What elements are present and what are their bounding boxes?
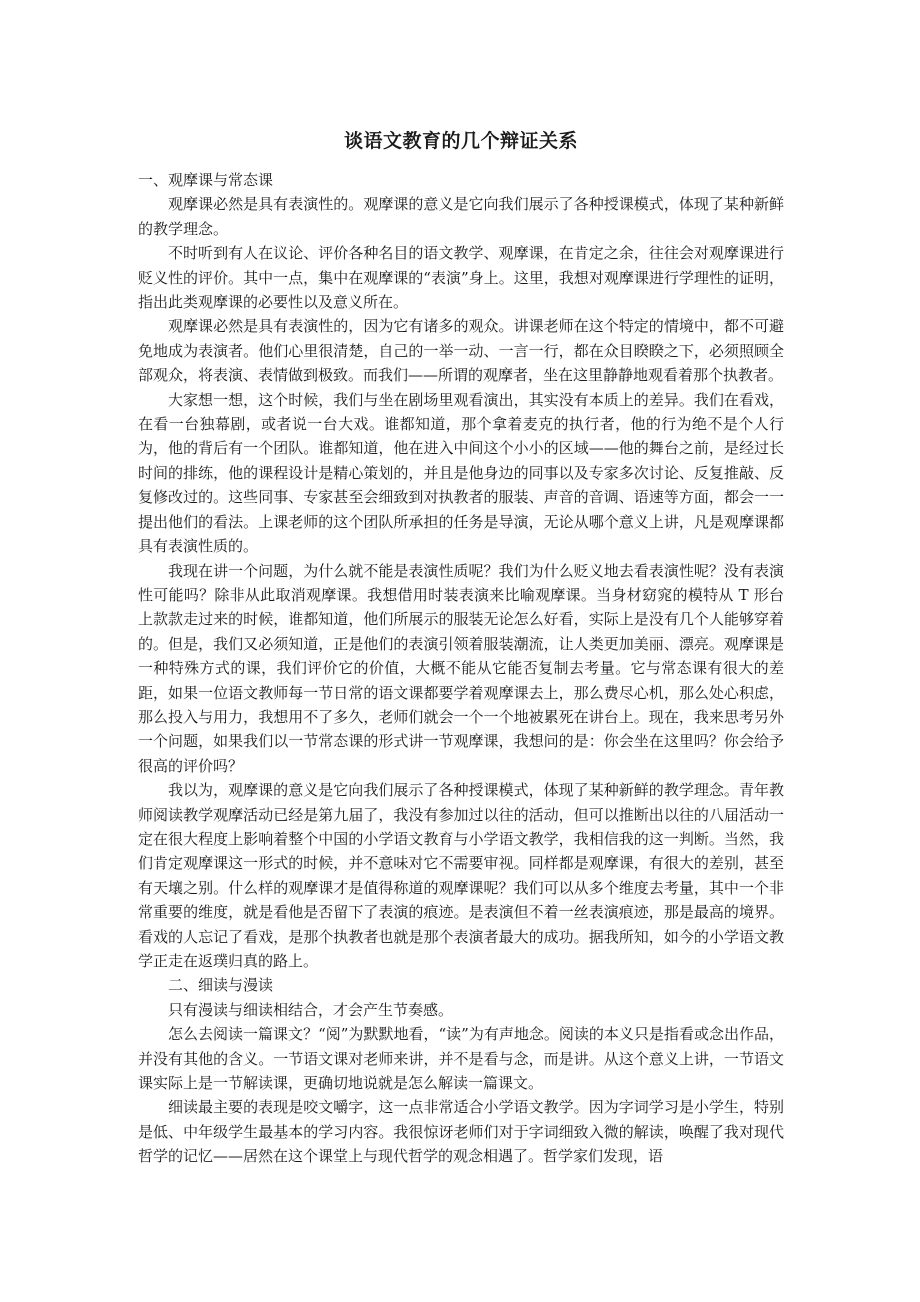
section-heading-1: 一、观摩课与常态课 [138,171,274,189]
paragraph: 观摩课必然是具有表演性的。观摩课的意义是它向我们展示了各种授课模式，体现了某种新鲜的教学理念。 [138,195,784,238]
paragraph: 不时听到有人在议论、评价各种名目的语文教学、观摩课，在肯定之余，往往会对观摩课进行贬义性的评价。其中一点，集中在观摩课的“表演”身上。这里，我想对观摩课进行学理性的证明，指出此类观摩课的必要性以及意义所在。 [138,244,784,312]
document-title: 谈语文教育的几个辩证关系 [343,130,578,152]
paragraph: 只有漫读与细读相结合，才会产生节奏感。 [168,1000,454,1019]
paragraph: 细读最主要的表现是咬文嚼字，这一点非常适合小学语文教学。因为字词学习是小学生，特别是低、中年级学生最基本的学习内容。我很惊讶老师们对于字词细致入微的解读，唤醒了我对现代哲学的记忆——居然在这个课堂上与现代哲学的观念相遇了。哲学家们发现，语 [138,1098,784,1166]
document-page [138,118,784,1169]
section-heading-2: 二、细读与漫读 [168,976,274,995]
paragraph: 怎么去阅读一篇课文？“阅”为默默地看，“读”为有声地念。阅读的本义只是指看或念出作品，并没有其他的含义。一节语文课对老师来讲，并不是看与念，而是讲。从这个意义上讲，一节语文课实际上是一节解读课，更确切地说就是怎么解读一篇课文。 [138,1025,784,1093]
paragraph: 观摩课必然是具有表演性的，因为它有诸多的观众。讲课老师在这个特定的情境中，都不可避免地成为表演者。他们心里很清楚，自己的一举一动、一言一行，都在众目睽睽之下，必须照顾全部观众，将表演、表情做到极致。而我们——所谓的观摩者，坐在这里静静地观看着那个执教者。 [138,317,784,385]
paragraph: 我现在讲一个问题，为什么就不能是表演性质呢？我们为什么贬义地去看表演性呢？没有表演性可能吗？除非从此取消观摩课。我想借用时装表演来比喻观摩课。当身材窈窕的模特从 T 形台上款款走过来的时候，谁都知道，他们所展示的服装无论怎么好看，实际上是没有几个人能够穿着的。但是，我们又必须知道，正是他们的表演引领着服装潮流，让人类更加美丽、漂亮。观摩课是一种特殊方式的课，我们评价它的价值，大概不能从它能否复制去考量。它与常态课有很大的差距，如果一位语文教师每一节日常的语文课都要学着观摩课去上，那么费尽心机，那么处心积虑，那么投入与用力，我想用不了多久，老师们就会一个一个地被累死在讲台上。现在，我来思考另外一个问题，如果我们以一节常态课的形式讲一节观摩课，我想问的是：你会坐在这里吗？你会给予很高的评价吗？ [138,561,784,775]
paragraph: 大家想一想，这个时候，我们与坐在剧场里观看演出，其实没有本质上的差异。我们在看戏，在看一台独幕剧，或者说一台大戏。谁都知道，那个拿着麦克的执行者，他的行为绝不是个人行为，他的背后有一个团队。谁都知道，他在进入中间这个小小的区域——他的舞台之前，是经过长时间的排练，他的课程设计是精心策划的，并且是他身边的同事以及专家多次讨论、反复推敲、反复修改过的。这些同事、专家甚至会细致到对执教者的服装、声音的音调、语速等方面，都会一一提出他们的看法。上课老师的这个团队所承担的任务是导演，无论从哪个意义上讲，凡是观摩课都具有表演性质的。 [138,390,784,556]
paragraph: 我以为，观摩课的意义是它向我们展示了各种授课模式，体现了某种新鲜的教学理念。青年教师阅读教学观摩活动已经是第九届了，我没有参加过以往的活动，但可以推断出以往的八届活动一定在很大程度上影响着整个中国的小学语文教育与小学语文教学，我相信我的这一判断。当然，我们肯定观摩课这一形式的时候，并不意味对它不需要审视。同样都是观摩课，有很大的差别，甚至有天壤之别。什么样的观摩课才是值得称道的观摩课呢？我们可以从多个维度去考量，其中一个非常重要的维度，就是看他是否留下了表演的痕迹。是表演但不着一丝表演痕迹，那是最高的境界。看戏的人忘记了看戏，是那个执教者也就是那个表演者最大的成功。据我所知，如今的小学语文教学正走在返璞归真的路上。 [138,781,784,970]
